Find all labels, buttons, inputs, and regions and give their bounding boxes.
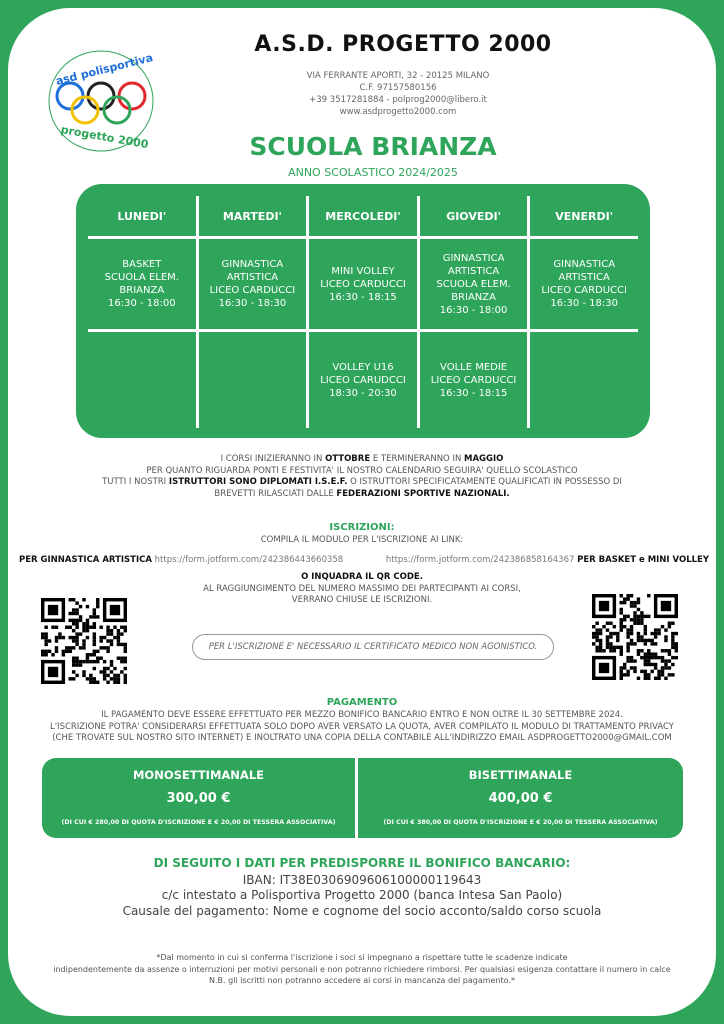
qr-instructions (158, 572, 566, 607)
basket-volley-link[interactable]: https://form.jotform.com/242386858164367 (385, 555, 575, 565)
schedule-cell (88, 332, 196, 428)
organization-name: A.S.D. PROGETTO 2000 (254, 32, 552, 57)
polisportiva-logo (46, 46, 156, 156)
price-box-weekly-once (42, 758, 355, 838)
footer-line-1: *Dal momento in cui si conferma l'iscrizione i soci si impegnano a rispettare tutte le scadenze indicate (156, 953, 568, 962)
plan-price: 300,00 € (166, 791, 231, 806)
registration-title: ISCRIZIONI: (329, 522, 395, 533)
flyer-page (8, 8, 716, 1016)
schedule-table (76, 184, 650, 438)
certificate-notice: PER L'ISCRIZIONE E' NECESSARIO IL CERTIFICATO MEDICO NON AGONISTICO. (192, 634, 554, 660)
qr-title: O INQUADRA IL QR CODE. (301, 572, 423, 582)
basket-volley-link-label: PER BASKET e MINI VOLLEY (577, 555, 709, 565)
schedule-cell: GINNASTICA ARTISTICA LICEO CARDUCCI 16:30 - 18:30 (530, 239, 638, 329)
info-line-1: I CORSI INIZIERANNO IN OTTOBRE E TERMINERANNO IN MAGGIO (220, 454, 504, 464)
info-line-4: BREVETTI RILASCIATI DALLE FEDERAZIONI SPORTIVE NAZIONALI. (214, 488, 510, 499)
school-title: SCUOLA BRIANZA (249, 132, 497, 161)
qr-code-right[interactable] (592, 594, 678, 680)
registration-links (19, 555, 709, 565)
payment-line-2: L'ISCRIZIONE POTRA' CONSIDERARSI EFFETTUATA SOLO DOPO AVER VERSATO LA QUOTA, AVER COMPILATO IL MODULO DI TRATTAMENTO PRIVACY (49, 721, 674, 732)
website: www.asdprogetto2000.com (339, 107, 457, 117)
bank-title: DI SEGUITO I DATI PER PREDISPORRE IL BONIFICO BANCARIO: (153, 856, 571, 870)
day-header-wed: MERCOLEDI' (309, 196, 417, 236)
payment-line-3: (CHE TROVATE SUL NOSTRO SITO INTERNET) E INOLTRATO UNA COPIA DELLA CONTABILE ALL'INDIRIZZO EMAIL ASDPROGETTO2000@GMAIL.COM (52, 733, 672, 743)
bank-account: c/c intestato a Polisportiva Progetto 2000 (banca Intesa San Paolo) (161, 888, 563, 902)
logo-text-bottom: progetto 2000 (59, 123, 150, 152)
payment-line-1: IL PAGAMENTO DEVE ESSERE EFFETTUATO PER MEZZO BONIFICO BANCARIO ENTRO E NON OLTRE IL 30 SETTEMBRE 2024. (101, 710, 623, 720)
gymnastics-link[interactable]: https://form.jotform.com/242386443660358 (154, 555, 344, 565)
schedule-cell: VOLLEY U16 LICEO CARUDCCI 18:30 - 20:30 (309, 332, 417, 428)
footer-notes (20, 952, 704, 987)
plan-note: (DI CUI € 380,00 DI QUOTA D'ISCRIZIONE E € 20,00 DI TESSERA ASSOCIATIVA) (383, 819, 658, 826)
day-header-tue: MARTEDI' (199, 196, 307, 236)
plan-note: (DI CUI € 280,00 DI QUOTA D'ISCRIZIONE E € 20,00 DI TESSERA ASSOCIATIVA) (61, 819, 336, 826)
phone-email: +39 3517281884 - polprog2000@libero.it (309, 95, 487, 105)
info-line-2: PER QUANTO RIGUARDA PONTI E FESTIVITA' IL NOSTRO CALENDARIO SEGUIRA' QUELLO SCOLASTICO (146, 465, 578, 476)
schedule-cell: VOLLE MEDIE LICEO CARDUCCI 16:30 - 18:15 (420, 332, 528, 428)
schedule-cell (530, 332, 638, 428)
schedule-cell: BASKET SCUOLA ELEM. BRIANZA 16:30 - 18:00 (88, 239, 196, 329)
address: VIA FERRANTE APORTI, 32 - 20125 MILANO (306, 71, 490, 81)
footer-line-3: N.B. gli iscritti non potranno accedere ai corsi in mancanza del pagamento.* (209, 976, 515, 985)
qr-code-left[interactable] (41, 598, 127, 684)
day-header-mon: LUNEDI' (88, 196, 196, 236)
plan-price: 400,00 € (488, 791, 553, 806)
day-header-thu: GIOVEDI' (420, 196, 528, 236)
info-line-3: TUTTI I NOSTRI ISTRUTTORI SONO DIPLOMATI I.S.E.F. O ISTRUTTORI SPECIFICATAMENTE QUALIFICATI IN POSSESSO DI (102, 477, 622, 487)
contact-block (208, 70, 588, 118)
schedule-grid (88, 196, 638, 428)
schedule-cell: MINI VOLLEY LICEO CARDUCCI 16:30 - 18:15 (309, 239, 417, 329)
day-header-fri: VENERDI' (530, 196, 638, 236)
school-year: ANNO SCOLASTICO 2024/2025 (288, 166, 458, 179)
qr-line-3: VERRANO CHIUSE LE ISCRIZIONI. (291, 595, 433, 605)
plan-name: BISETTIMANALE (468, 768, 573, 782)
footer-line-2: indipendentemente da assenze o interruzioni per motivi personali e non potranno richiedere rimborsi. Per qualsiasi esigenza contattare il numero in calce (53, 964, 671, 974)
iban: IBAN: IT38E0306909606100000119643 (242, 873, 482, 887)
schedule-cell (199, 332, 307, 428)
schedule-cell: GINNASTICA ARTISTICA SCUOLA ELEM. BRIANZA 16:30 - 18:00 (420, 239, 528, 329)
course-info (18, 454, 706, 500)
payment-text (28, 710, 696, 745)
price-box-weekly-twice (358, 758, 683, 838)
payment-causale: Causale del pagamento: Nome e cognome del socio acconto/saldo corso scuola (122, 904, 602, 918)
logo-text-top: asd polisportiva (54, 51, 155, 88)
qr-line-2: AL RAGGIUNGIMENTO DEL NUMERO MASSIMO DEI PARTECIPANTI AI CORSI, (203, 583, 521, 594)
payment-title: PAGAMENTO (326, 697, 398, 708)
fiscal-code: C.F. 97157580156 (359, 83, 437, 93)
registration-subtitle: COMPILA IL MODULO PER L'ISCRIZIONE AI LINK: (260, 535, 464, 545)
plan-name: MONOSETTIMANALE (132, 768, 265, 782)
schedule-cell: GINNASTICA ARTISTICA LICEO CARDUCCI 16:30 - 18:30 (199, 239, 307, 329)
gymnastics-link-label: PER GINNASTICA ARTISTICA (19, 555, 152, 565)
